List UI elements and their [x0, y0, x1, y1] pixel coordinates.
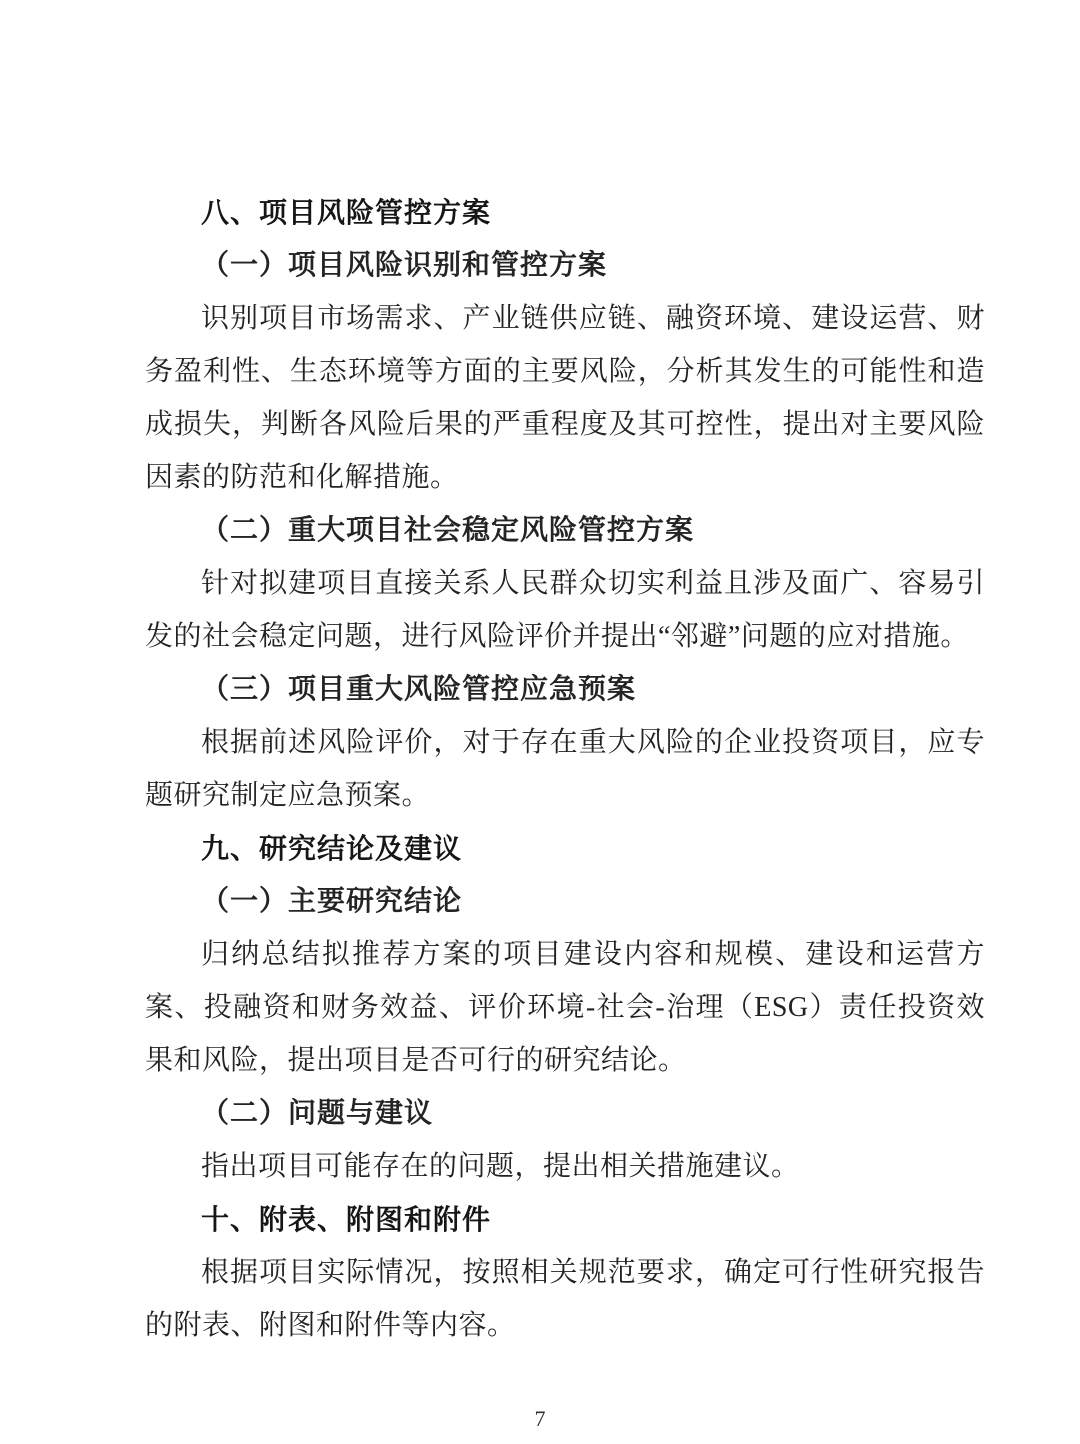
- section-heading-8: 八、项目风险管控方案: [201, 197, 492, 228]
- paragraph-10-1: 根据项目实际情况，按照相关规范要求，确定可行性研究报告的附表、附图和附件等内容。: [145, 1257, 985, 1341]
- paragraph-9-1: 归纳总结拟推荐方案的项目建设内容和规模、建设和运营方案、投融资和财务效益、评价环境-社会-治理（ESG）责任投资效果和风险，提出项目是否可行的研究结论。: [145, 939, 985, 1076]
- subsection-heading-8-2: （二）重大项目社会稳定风险管控方案: [201, 515, 695, 546]
- subsection-heading-9-1: （一）主要研究结论: [201, 886, 463, 917]
- page-content: [145, 186, 985, 1352]
- page-footer: [0, 1406, 1080, 1432]
- page-number: 7: [534, 1406, 546, 1431]
- subsection-heading-9-2: （二）问题与建议: [201, 1098, 434, 1129]
- paragraph-9-2: 指出项目可能存在的问题，提出相关措施建议。: [201, 1151, 800, 1182]
- paragraph-8-2: 针对拟建项目直接关系人民群众切实利益且涉及面广、容易引发的社会稳定问题，进行风险评价并提出“邻避”问题的应对措施。: [145, 568, 985, 652]
- section-heading-9: 九、研究结论及建议: [201, 833, 463, 864]
- subsection-heading-8-1: （一）项目风险识别和管控方案: [201, 250, 608, 281]
- paragraph-8-1: 识别项目市场需求、产业链供应链、融资环境、建设运营、财务盈利性、生态环境等方面的主要风险，分析其发生的可能性和造成损失，判断各风险后果的严重程度及其可控性，提出对主要风险因素的防范和化解措施。: [145, 303, 985, 493]
- subsection-heading-8-3: （三）项目重大风险管控应急预案: [201, 674, 637, 705]
- paragraph-8-3: 根据前述风险评价，对于存在重大风险的企业投资项目，应专题研究制定应急预案。: [145, 727, 985, 811]
- section-heading-10: 十、附表、附图和附件: [201, 1204, 492, 1235]
